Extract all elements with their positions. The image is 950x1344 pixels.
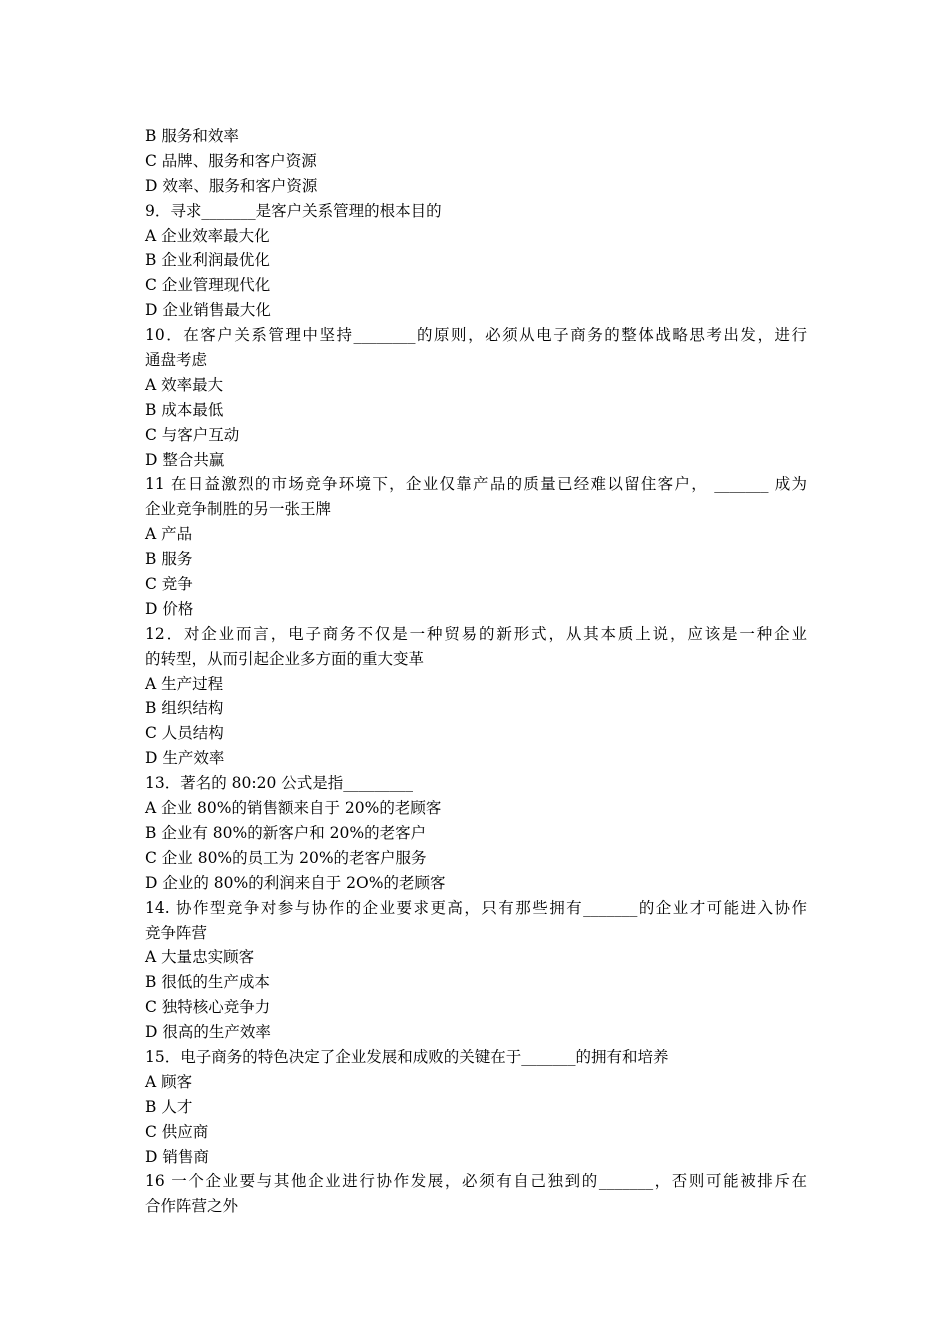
option-b-q15: B 人才 [145,1097,193,1116]
question-16-line2: 合作阵营之外 [145,1197,239,1216]
option-b-q12: B 组织结构 [145,699,224,718]
question-9: 9．寻求_______是客户关系管理的根本目的 [145,201,442,220]
option-c-q14: C 独特核心竞争力 [145,998,271,1017]
option-d-q13: D 企业的 80%的利润来自于 2O%的老顾客 [145,873,446,892]
option-b-q8: B 服务和效率 [145,127,239,145]
question-11-line1: 11 在日益激烈的市场竞争环境下，企业仅靠产品的质量已经难以留住客户， _______ 成为 [145,475,807,494]
question-12-line2: 的转型，从而引起企业多方面的重大变革 [145,649,425,668]
option-c-q8: C 品牌、服务和客户资源 [145,151,317,170]
option-b-q14: B 很低的生产成本 [145,973,270,992]
option-c-q15: C 供应商 [145,1122,209,1141]
option-a-q12: A 生产过程 [145,674,224,693]
question-14-line1: 14. 协作型竞争对参与协作的企业要求更高，只有那些拥有_______的企业才可能进入协作 [145,898,807,917]
option-a-q9: A 企业效率最大化 [145,226,270,245]
option-c-q11: C 竞争 [145,575,193,594]
option-a-q10: A 效率最大 [145,375,224,394]
document-page [145,124,807,1219]
option-d-q15: D 销售商 [145,1147,209,1166]
question-16-line1: 16 一个企业要与其他企业进行协作发展，必须有自己独到的_______，否则可能被排斥在 [145,1172,807,1191]
option-d-q14: D 很高的生产效率 [145,1023,271,1042]
option-d-q8: D 效率、服务和客户资源 [145,176,318,195]
option-a-q15: A 顾客 [145,1072,193,1091]
option-d-q12: D 生产效率 [145,749,225,768]
option-d-q11: D 价格 [145,599,194,618]
question-11-line2: 企业竞争制胜的另一张王牌 [145,500,332,519]
option-c-q12: C 人员结构 [145,724,224,743]
option-a-q13: A 企业 80%的销售额来自于 20%的老顾客 [145,799,442,818]
option-b-q11: B 服务 [145,550,193,569]
option-b-q10: B 成本最低 [145,400,224,419]
option-a-q11: A 产品 [145,525,193,544]
option-c-q13: C 企业 80%的员工为 20%的老客户服务 [145,848,427,867]
question-14-line2: 竞争阵营 [145,923,208,942]
option-a-q14: A 大量忠实顾客 [145,948,255,967]
option-c-q10: C 与客户互动 [145,425,240,444]
question-10-line1: 10．在客户关系管理中坚持________的原则，必须从电子商务的整体战略思考出发，进行 [145,326,807,345]
option-b-q9: B 企业利润最优化 [145,251,270,270]
question-15: 15．电子商务的特色决定了企业发展和成败的关键在于_______的拥有和培养 [145,1047,669,1066]
option-b-q13: B 企业有 80%的新客户和 20%的老客户 [145,823,427,842]
option-d-q9: D 企业销售最大化 [145,301,271,320]
question-10-line2: 通盘考虑 [145,351,208,370]
question-13: 13．著名的 80:20 公式是指_________ [145,774,413,793]
option-d-q10: D 整合共赢 [145,450,225,469]
question-12-line1: 12．对企业而言，电子商务不仅是一种贸易的新形式，从其本质上说，应该是一种企业 [145,624,807,643]
option-c-q9: C 企业管理现代化 [145,276,271,295]
